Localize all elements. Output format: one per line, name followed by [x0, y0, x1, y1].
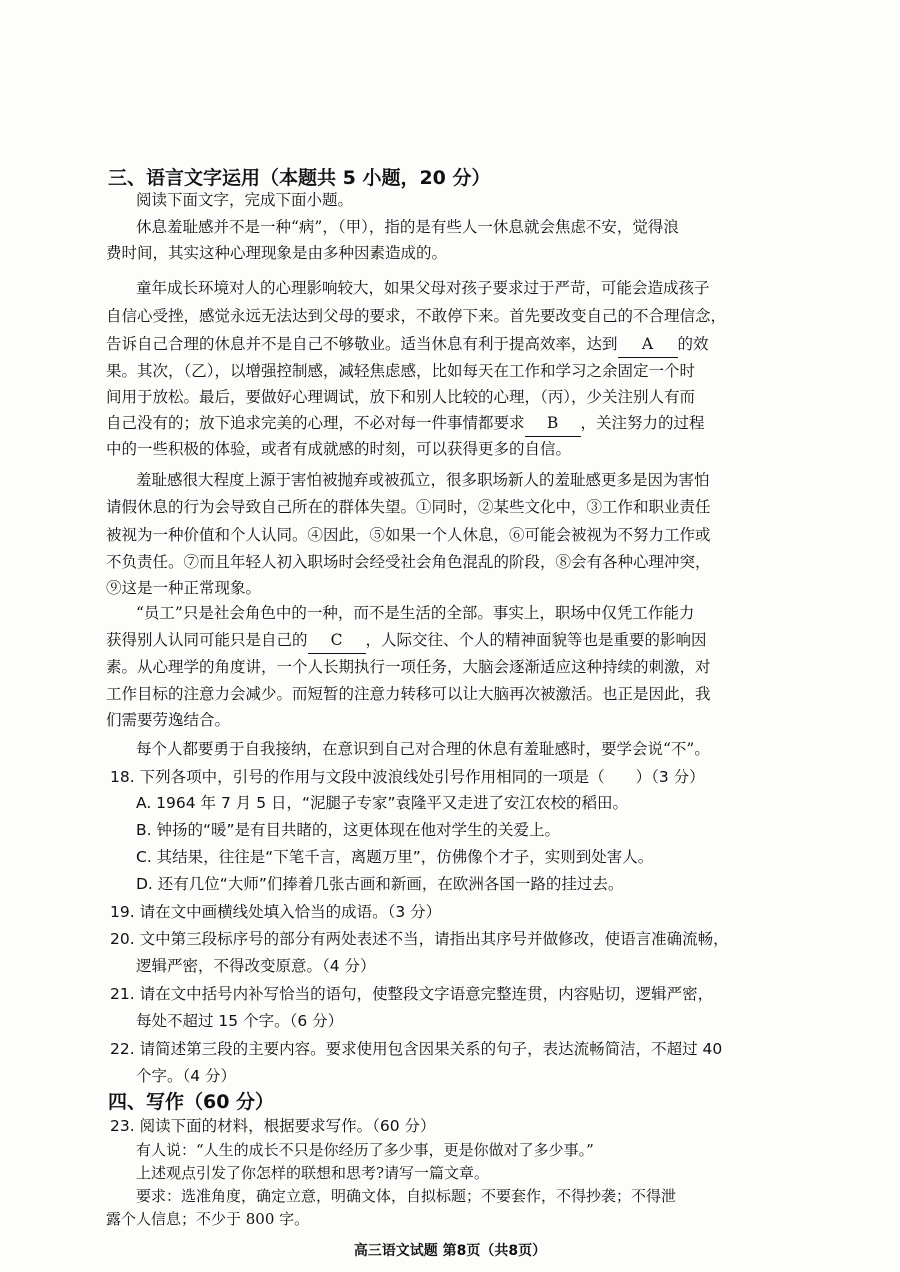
- exam-page: 三、语言文字运用（本题共 5 小题，20 分） 阅读下面文字，完成下面小题。 休息羞耻感并不是一种“病”，（甲），指的是有些人一休息就会焦虑不安，觉得浪 费时间，其实这种心理现象是由多种因素造成的。 童年成长环境对人的心理影响较大，如果父母对孩子要求过于严苛，可能会造成孩子 自信心受挫，感觉永远无法达到父母的要求，不敢停下来。首先要改变自己的不合理信念， 告诉自己合理的休息并不是自己不够敬业。适当休息有利于提高效率，达到 A 的效 果。其次，（乙），以增强控制感，减轻焦虑感，比如每天在工作和学习之余固定一个时 间用于放松。最后，要做好心理调试，放下和别人比较的心理，（丙），少关注别人有而 自己没有的；放下追求完美的心理，不必对每一件事情都要求 B ，关注努力的过程 中的一些积极的体验，或者有成就感的时刻，可以获得更多的自信。 羞耻感很大程度上源于害怕被抛弃或被孤立，很多职场新人的羞耻感更多是因为害怕 请假休息的行为会导致自己所在的群体失望。①同时，②某些文化中，③工作和职业责任 被视为一种价值和个人认同。④因此，⑤如果一个人休息，⑥可能会被视为不努力工作或 不负责任。⑦而且年轻人初入职场时会经受社会角色混乱的阶段，⑧会有各种心理冲突， ⑨这是一种正常现象。 “员工”只是社会角色中的一种，而不是生活的全部。事实上，职场中仅凭工作能力 获得别人认同可能只是自己的 C ，人际交往、个人的精神面貌等也是重要的影响因 素。从心理学的角度讲，一个人长期执行一项任务，大脑会逐渐适应这种持续的刺激，对 工作目标的注意力会减少。而短暂的注意力转移可以让大脑再次被激活。也正是因此，我 们需要劳逸结合。 每个人都要勇于自我接纳，在意识到自己对合理的休息有羞耻感时，要学会说“不”。 18. 下列各项中，引号的作用与文段中波浪线处引号作用相同的一项是（ ）（3 分） A. 1964 年 7 月 5 日，“泥腿子专家”袁隆平又走进了安江农校的稻田。 B. 钟扬的“暖”是有目共睹的，这更体现在他对学生的关爱上。 C. 其结果，往往是“下笔千言，离题万里”，仿佛像个才子，实则到处害人。 D. 还有几位“大师”们捧着几张古画和新画，在欧洲各国一路的挂过去。 19. 请在文中画横线处填入恰当的成语。（3 分） 20. 文中第三段标序号的部分有两处表述不当，请指出其序号并做修改，使语言准确流畅， 逻辑严密，不得改变原意。（4 分） 21. 请在文中括号内补写恰当的语句，使整段文字语意完整连贯，内容贴切，逻辑严密， 每处不超过 15 个字。（6 分） 22. 请简述第三段的主要内容。要求使用包含因果关系的句子，表达流畅简洁，不超过 40 个字。（4 分） 四、写作（60 分） 23. 阅读下面的材料，根据要求写作。（60 分） 有人说：“人生的成长不只是你经历了多少事，更是你做对了多少事。” 上述观点引发了你怎样的联想和思考?请写一篇文章。 要求：选准角度，确定立意，明确文体，自拟标题；不要套作，不得抄袭；不得泄 露个人信息；不少于 800 字。 高三语文试题 第8页（共8页）: [0, 0, 900, 1272]
- q18-option-a: A. 1964 年 7 月 5 日，“泥腿子专家”袁隆平又走进了安江农校的稻田。: [136, 794, 629, 812]
- section3-title: 三、语言文字运用（本题共 5 小题，20 分）: [108, 167, 491, 189]
- page-footer: 高三语文试题 第8页（共8页）: [353, 1243, 547, 1259]
- section4-title: 四、写作（60 分）: [108, 1091, 275, 1113]
- q18-option-b: B. 钟扬的“暖”是有目共睹的，这更体现在他对学生的关爱上。: [136, 821, 561, 839]
- blank-a: A: [618, 331, 678, 358]
- writing-prompt: 上述观点引发了你怎样的联想和思考?请写一篇文章。: [136, 1164, 490, 1182]
- instruction: 阅读下面文字，完成下面小题。: [136, 191, 354, 209]
- q18-option-d: D. 还有几位“大师”们捧着几张古画和新画，在欧洲各国一路的挂过去。: [136, 875, 624, 893]
- question-19: 19. 请在文中画横线处填入恰当的成语。（3 分）: [110, 903, 442, 921]
- question-23: 23. 阅读下面的材料，根据要求写作。（60 分）: [110, 1117, 436, 1135]
- writing-quote: 有人说：“人生的成长不只是你经历了多少事，更是你做对了多少事。”: [136, 1141, 594, 1159]
- paragraph-5: 每个人都要勇于自我接纳，在意识到自己对合理的休息有羞耻感时，要学会说“不”。: [136, 740, 710, 758]
- blank-c: C: [308, 627, 366, 654]
- blank-b: B: [525, 410, 581, 437]
- q18-option-c: C. 其结果，往往是“下笔千言，离题万里”，仿佛像个才子，实则到处害人。: [136, 848, 654, 866]
- question-18: 18. 下列各项中，引号的作用与文段中波浪线处引号作用相同的一项是（ ）（3 分）: [110, 768, 705, 786]
